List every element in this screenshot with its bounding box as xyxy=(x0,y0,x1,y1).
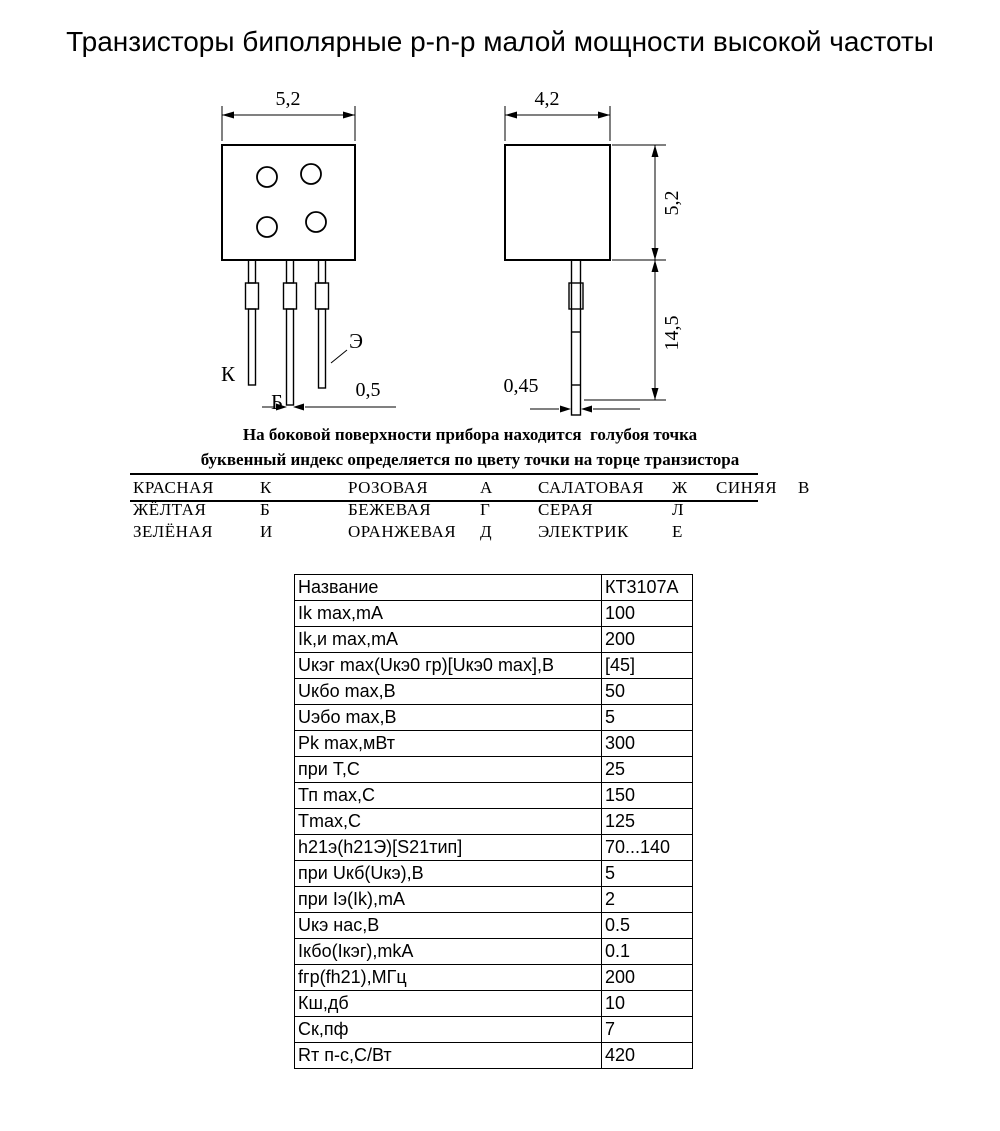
table-cell: Ск,пф xyxy=(295,1017,602,1043)
emitter-leader-line xyxy=(331,350,347,363)
table-cell xyxy=(798,499,860,521)
table-row xyxy=(295,809,693,835)
table-cell: СИНЯЯ xyxy=(716,478,778,497)
table-cell: при Iэ(Ik),mA xyxy=(295,887,602,913)
table-row xyxy=(295,731,693,757)
table-row xyxy=(295,913,693,939)
table-row xyxy=(295,757,693,783)
table-row xyxy=(295,679,693,705)
table-cell: 0.5 xyxy=(602,913,693,939)
table-cell: ЗЕЛЁНАЯ xyxy=(133,522,213,541)
side-top-dimension xyxy=(505,106,610,141)
table-row xyxy=(295,965,693,991)
table-cell xyxy=(716,521,798,543)
table-cell: 200 xyxy=(602,627,693,653)
page-title: Транзисторы биполярные p-n-p малой мощности высокой частоты xyxy=(66,26,934,57)
table-row xyxy=(295,601,693,627)
table-cell: САЛАТОВАЯ xyxy=(538,478,644,497)
side-lead-thickness-dim-label: 0,45 xyxy=(503,375,539,397)
table-cell: 70...140 xyxy=(602,835,693,861)
table-cell: И xyxy=(260,522,273,541)
table-row xyxy=(295,783,693,809)
table-cell: А xyxy=(480,478,493,497)
note-line-2: буквенный индекс определяется по цвету точки на торце транзистора xyxy=(200,450,740,469)
side-lead-length-dim-label: 14,5 xyxy=(661,315,683,351)
arrowhead-icon xyxy=(222,112,234,119)
front-view xyxy=(222,145,355,405)
table-cell: 5 xyxy=(602,705,693,731)
table-row xyxy=(295,1043,693,1069)
front-lead-emitter xyxy=(316,260,329,388)
parameters-table xyxy=(294,574,693,1069)
arrowhead-icon xyxy=(652,388,659,400)
front-width-dim-label: 5,2 xyxy=(275,88,301,110)
arrowhead-icon xyxy=(560,406,571,413)
note-line-1: На боковой поверхности прибора находится голубоя точка xyxy=(242,425,698,444)
arrowhead-icon xyxy=(343,112,355,119)
table-cell: Ik,и max,mA xyxy=(295,627,602,653)
side-lead-thickness-dimension xyxy=(530,406,640,413)
table-cell: Ik max,mA xyxy=(295,601,602,627)
table-cell: Л xyxy=(672,500,685,519)
table-cell: СЕРАЯ xyxy=(538,500,594,519)
front-lead-width-dim-label: 0,5 xyxy=(355,379,381,401)
table-cell: 5 xyxy=(602,861,693,887)
table-cell: 200 xyxy=(602,965,693,991)
table-cell: КРАСНАЯ xyxy=(133,478,214,497)
table-cell: 150 xyxy=(602,783,693,809)
table-row xyxy=(295,991,693,1017)
table-cell: Д xyxy=(480,522,493,541)
table-cell: Pk max,мВт xyxy=(295,731,602,757)
arrowhead-icon xyxy=(652,145,659,157)
front-top-dimension xyxy=(222,106,355,141)
arrowhead-icon xyxy=(581,406,592,413)
arrowhead-icon xyxy=(652,260,659,272)
table-header-row xyxy=(295,575,693,601)
table-row xyxy=(295,835,693,861)
table-cell: ЭЛЕКТРИК xyxy=(538,522,629,541)
pin-label-collector: К xyxy=(220,362,236,386)
arrowhead-icon xyxy=(293,404,304,411)
table-cell: Iкбо(Iкэг),mkA xyxy=(295,939,602,965)
table-cell: К xyxy=(260,478,272,497)
table-cell: Ж xyxy=(672,478,688,497)
table-cell: Uкэг max(Uкэ0 гр)[Uкэ0 max],В xyxy=(295,653,602,679)
table-row xyxy=(295,939,693,965)
side-lead xyxy=(569,260,583,415)
table-cell: РОЗОВАЯ xyxy=(348,478,429,497)
table-row xyxy=(133,499,860,521)
front-lead-base xyxy=(284,260,297,405)
pin-label-base: Б xyxy=(270,390,284,414)
front-lead-collector xyxy=(246,260,259,385)
table-cell: при Uкб(Uкэ),В xyxy=(295,861,602,887)
table-cell: БЕЖЕВАЯ xyxy=(348,500,432,519)
table-cell: 100 xyxy=(602,601,693,627)
table-cell: Е xyxy=(672,522,683,541)
pin-label-emitter: Э xyxy=(349,329,363,353)
table-cell: 125 xyxy=(602,809,693,835)
arrowhead-icon xyxy=(505,112,517,119)
table-cell: Uкбо max,В xyxy=(295,679,602,705)
table-cell: ОРАНЖЕВАЯ xyxy=(348,522,457,541)
color-code-table xyxy=(133,477,860,543)
table-cell: h21э(h21Э)[S21тип] xyxy=(295,835,602,861)
table-cell: Tmax,С xyxy=(295,809,602,835)
table-row xyxy=(295,1017,693,1043)
table-cell: Г xyxy=(480,500,491,519)
table-cell: 2 xyxy=(602,887,693,913)
table-cell: fгр(fh21),МГц xyxy=(295,965,602,991)
side-body-height-dim-label: 5,2 xyxy=(661,190,683,216)
table-cell: 25 xyxy=(602,757,693,783)
arrowhead-icon xyxy=(652,248,659,260)
table-cell: Тп max,С xyxy=(295,783,602,809)
table-row xyxy=(133,477,860,499)
table-row xyxy=(133,521,860,543)
package-drawings xyxy=(0,0,1000,470)
table-cell: Uэбо max,В xyxy=(295,705,602,731)
color-code-table-body xyxy=(133,477,860,543)
table-row xyxy=(295,653,693,679)
table-cell: 0.1 xyxy=(602,939,693,965)
table-cell xyxy=(798,521,860,543)
table-cell: 7 xyxy=(602,1017,693,1043)
table-row xyxy=(295,705,693,731)
arrowhead-icon xyxy=(598,112,610,119)
table-cell: при Т,С xyxy=(295,757,602,783)
table-cell: [45] xyxy=(602,653,693,679)
table-cell: Uкэ нас,В xyxy=(295,913,602,939)
table-row xyxy=(295,861,693,887)
side-body-outline xyxy=(505,145,610,260)
param-name-header: Название xyxy=(295,575,602,601)
table-cell: 300 xyxy=(602,731,693,757)
table-cell: 10 xyxy=(602,991,693,1017)
table-row xyxy=(295,887,693,913)
table-cell: 50 xyxy=(602,679,693,705)
table-cell: В xyxy=(798,478,810,497)
color-table-rule-top xyxy=(130,473,758,475)
table-cell: ЖЁЛТАЯ xyxy=(133,500,207,519)
table-cell: Кш,дб xyxy=(295,991,602,1017)
front-body-outline xyxy=(222,145,355,260)
table-row xyxy=(295,627,693,653)
table-cell xyxy=(716,499,798,521)
table-cell: 420 xyxy=(602,1043,693,1069)
parameters-table-body xyxy=(295,601,693,1069)
table-cell: Б xyxy=(260,500,271,519)
table-cell: Rт п-с,С/Вт xyxy=(295,1043,602,1069)
param-value-header: КТ3107А xyxy=(602,575,693,601)
side-width-dim-label: 4,2 xyxy=(534,88,560,110)
